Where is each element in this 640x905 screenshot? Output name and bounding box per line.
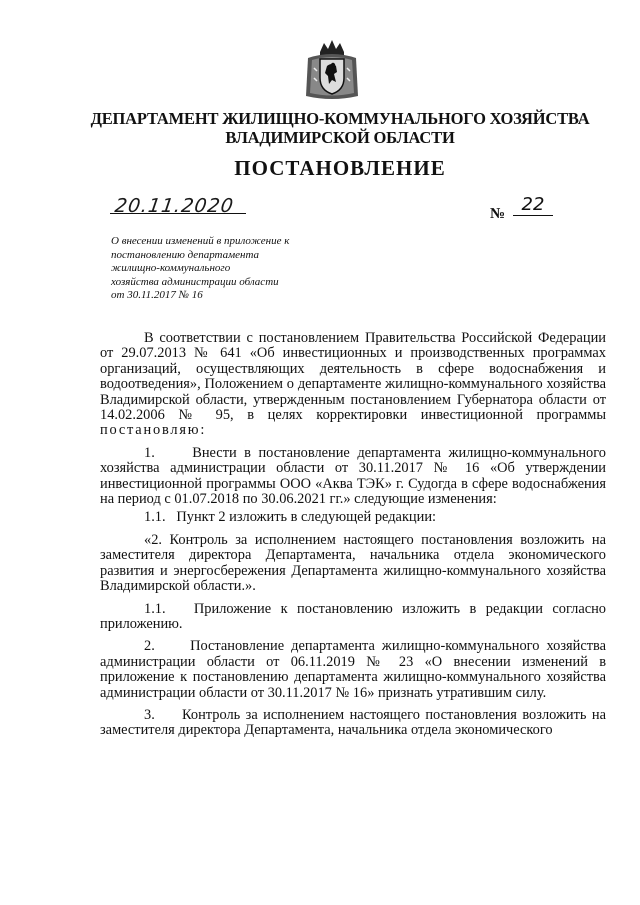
item-1-paragraph: 1. Внести в постановление департамента жилищно-коммунального хозяйства администрации области от 30.11.2017 № 16 «Об утверждении инвестиционной программы ООО «Аква ТЭК» г. Судогда в сфере водоснабжения на период с 01.07.2018 по 30.06.2021 гг.» следующие изменения: — [100, 444, 606, 508]
item-1-1b-paragraph: 1.1. Приложение к постановлению изложить в редакции согласно приложению. — [100, 600, 606, 632]
preamble-text: В соответствии с постановлением Правительства Российской Федерации от 29.07.2013 № 641 «Об инвестиционных и производственных программах организаций, осуществляющих деятельность в сфере водоснабжения и водоотведения», Положением о департаменте жилищно-коммунального хозяйства Владимирской области, утвержденным постановлением Губернатора области от 14.02.2006 № 95, в целях корректировки инвестиционной программы — [100, 330, 606, 424]
subject-line: от 30.11.2017 № 16 — [111, 289, 203, 302]
resolve-word: постановляю: — [100, 422, 207, 439]
document-type-title: ПОСТАНОВЛЕНИЕ — [234, 156, 446, 180]
date-underline — [110, 213, 246, 214]
document-subject — [111, 235, 351, 303]
preamble-paragraph — [100, 331, 606, 439]
handwritten-document-number: 22 — [513, 194, 553, 216]
subject-line: жилищно-коммунального — [111, 262, 231, 275]
department-name-line2: ВЛАДИМИРСКОЙ ОБЛАСТИ — [225, 128, 455, 147]
number-sign: № — [490, 206, 506, 222]
item-3-paragraph: 3. Контроль за исполнением настоящего постановления возложить на заместителя директора Департамента, начальника отдела экономического — [100, 706, 606, 739]
item-2-paragraph: 2. Постановление департамента жилищно-коммунального хозяйства администрации области от 06.11.2019 № 23 «О внесении изменений в приложение к постановлению департамента жилищно-коммунального хозяйства администрации области от 30.11.2017 № 16» признать утратившим силу. — [100, 638, 606, 701]
subject-line: хозяйства администрации области — [111, 275, 279, 288]
document-body — [100, 331, 606, 746]
department-name-line1: ДЕПАРТАМЕНТ ЖИЛИЩНО-КОММУНАЛЬНОГО ХОЗЯЙСТВА — [90, 109, 590, 128]
subject-line: О внесении изменений в приложение к — [111, 235, 290, 247]
handwritten-date: 20.11.2020 — [113, 195, 236, 217]
department-name — [60, 109, 620, 147]
quoted-paragraph: «2. Контроль за исполнением настоящего постановления возложить на заместителя директора Департамента, начальника отдела экономического развития и энергосбережения Департамента жилищно-коммунального хозяйства Владимирской области.». — [100, 531, 606, 595]
subject-line: постановлению департамента — [111, 248, 260, 261]
item-1-1-paragraph: 1.1. Пункт 2 изложить в следующей редакции: — [144, 509, 437, 526]
coat-of-arms-emblem — [302, 38, 362, 100]
